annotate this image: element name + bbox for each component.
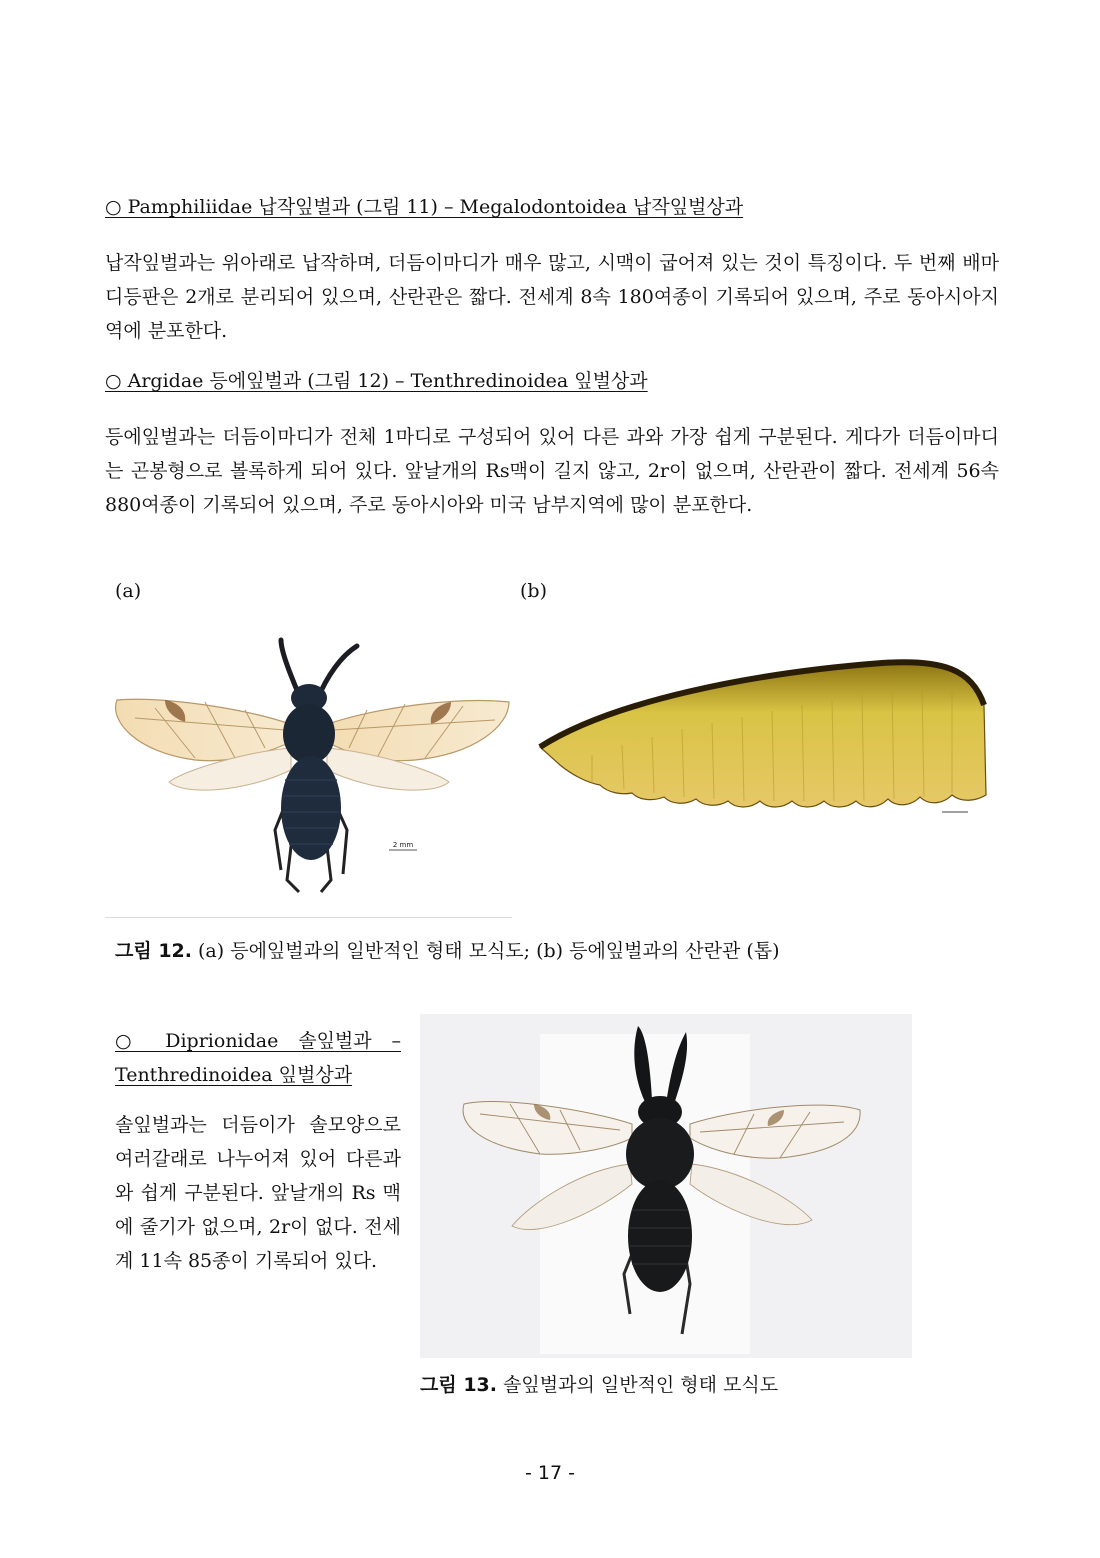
figure-label-b: (b) <box>520 580 547 602</box>
argidae-specimen-photo <box>105 630 512 920</box>
caption-label: 그림 13. <box>420 1374 497 1396</box>
section-heading-argidae: ○ Argidae 등에잎벌과 (그림 12) – Tenthredinoidea 잎벌상과 <box>105 370 648 392</box>
paragraph-diprionidae <box>115 1108 401 1278</box>
ovipositor-photo <box>532 655 988 820</box>
section-heading-pamphiliidae: ○ Pamphiliidae 납작잎벌과 (그림 11) – Megalodontoidea 납작잎벌상과 <box>105 196 744 218</box>
figure-label-a: (a) <box>115 580 142 602</box>
page-number: - 17 - <box>525 1462 575 1484</box>
figure-13-caption <box>420 1370 778 1397</box>
paragraph-text: 등에잎벌과는 더듬이마디가 전체 1마디로 구성되어 있어 다른 과와 가장 쉽게 구분된다. 게다가 더듬이마디는 곤봉형으로 볼록하게 되어 있다. 앞날개의 Rs맥이 길지 않고, 2r이 없으며, 산란관이 짧다. 전세계 56속 880여종이 기록되어 있으며, 주로 동아시아와 미국 남부지역에 많이 분포한다. <box>105 426 999 516</box>
paragraph-text: 솔잎벌과는 더듬이가 솔모양으로 여러갈래로 나누어져 있어 다른과와 쉽게 구분된다. 앞날개의 Rs 맥에 줄기가 없으며, 2r이 없다. 전세계 11속 85종이 기록되어 있다. <box>115 1114 401 1272</box>
section-heading-diprionidae: ○ Diprionidae 솔잎벌과 – Tenthredinoidea 잎벌상과 <box>115 1030 401 1086</box>
caption-text: 솔잎벌과의 일반적인 형태 모식도 <box>496 1374 779 1396</box>
paragraph-argidae <box>105 420 999 522</box>
paragraph-pamphiliidae <box>105 246 999 348</box>
caption-label: 그림 12. <box>115 940 192 962</box>
diprionidae-specimen-photo <box>420 1014 912 1358</box>
figure-12-caption <box>115 936 780 963</box>
scale-bar-label: 2 mm <box>392 841 414 849</box>
caption-text: (a) 등에잎벌과의 일반적인 형태 모식도; (b) 등에잎벌과의 산란관 (톱) <box>191 940 780 962</box>
paragraph-text: 납작잎벌과는 위아래로 납작하며, 더듬이마디가 매우 많고, 시맥이 굽어져 있는 것이 특징이다. 두 번째 배마디등판은 2개로 분리되어 있으며, 산란관은 짧다. 전세계 8속 180여종이 기록되어 있으며, 주로 동아시아지역에 분포한다. <box>105 252 999 342</box>
figure-divider <box>105 917 512 918</box>
